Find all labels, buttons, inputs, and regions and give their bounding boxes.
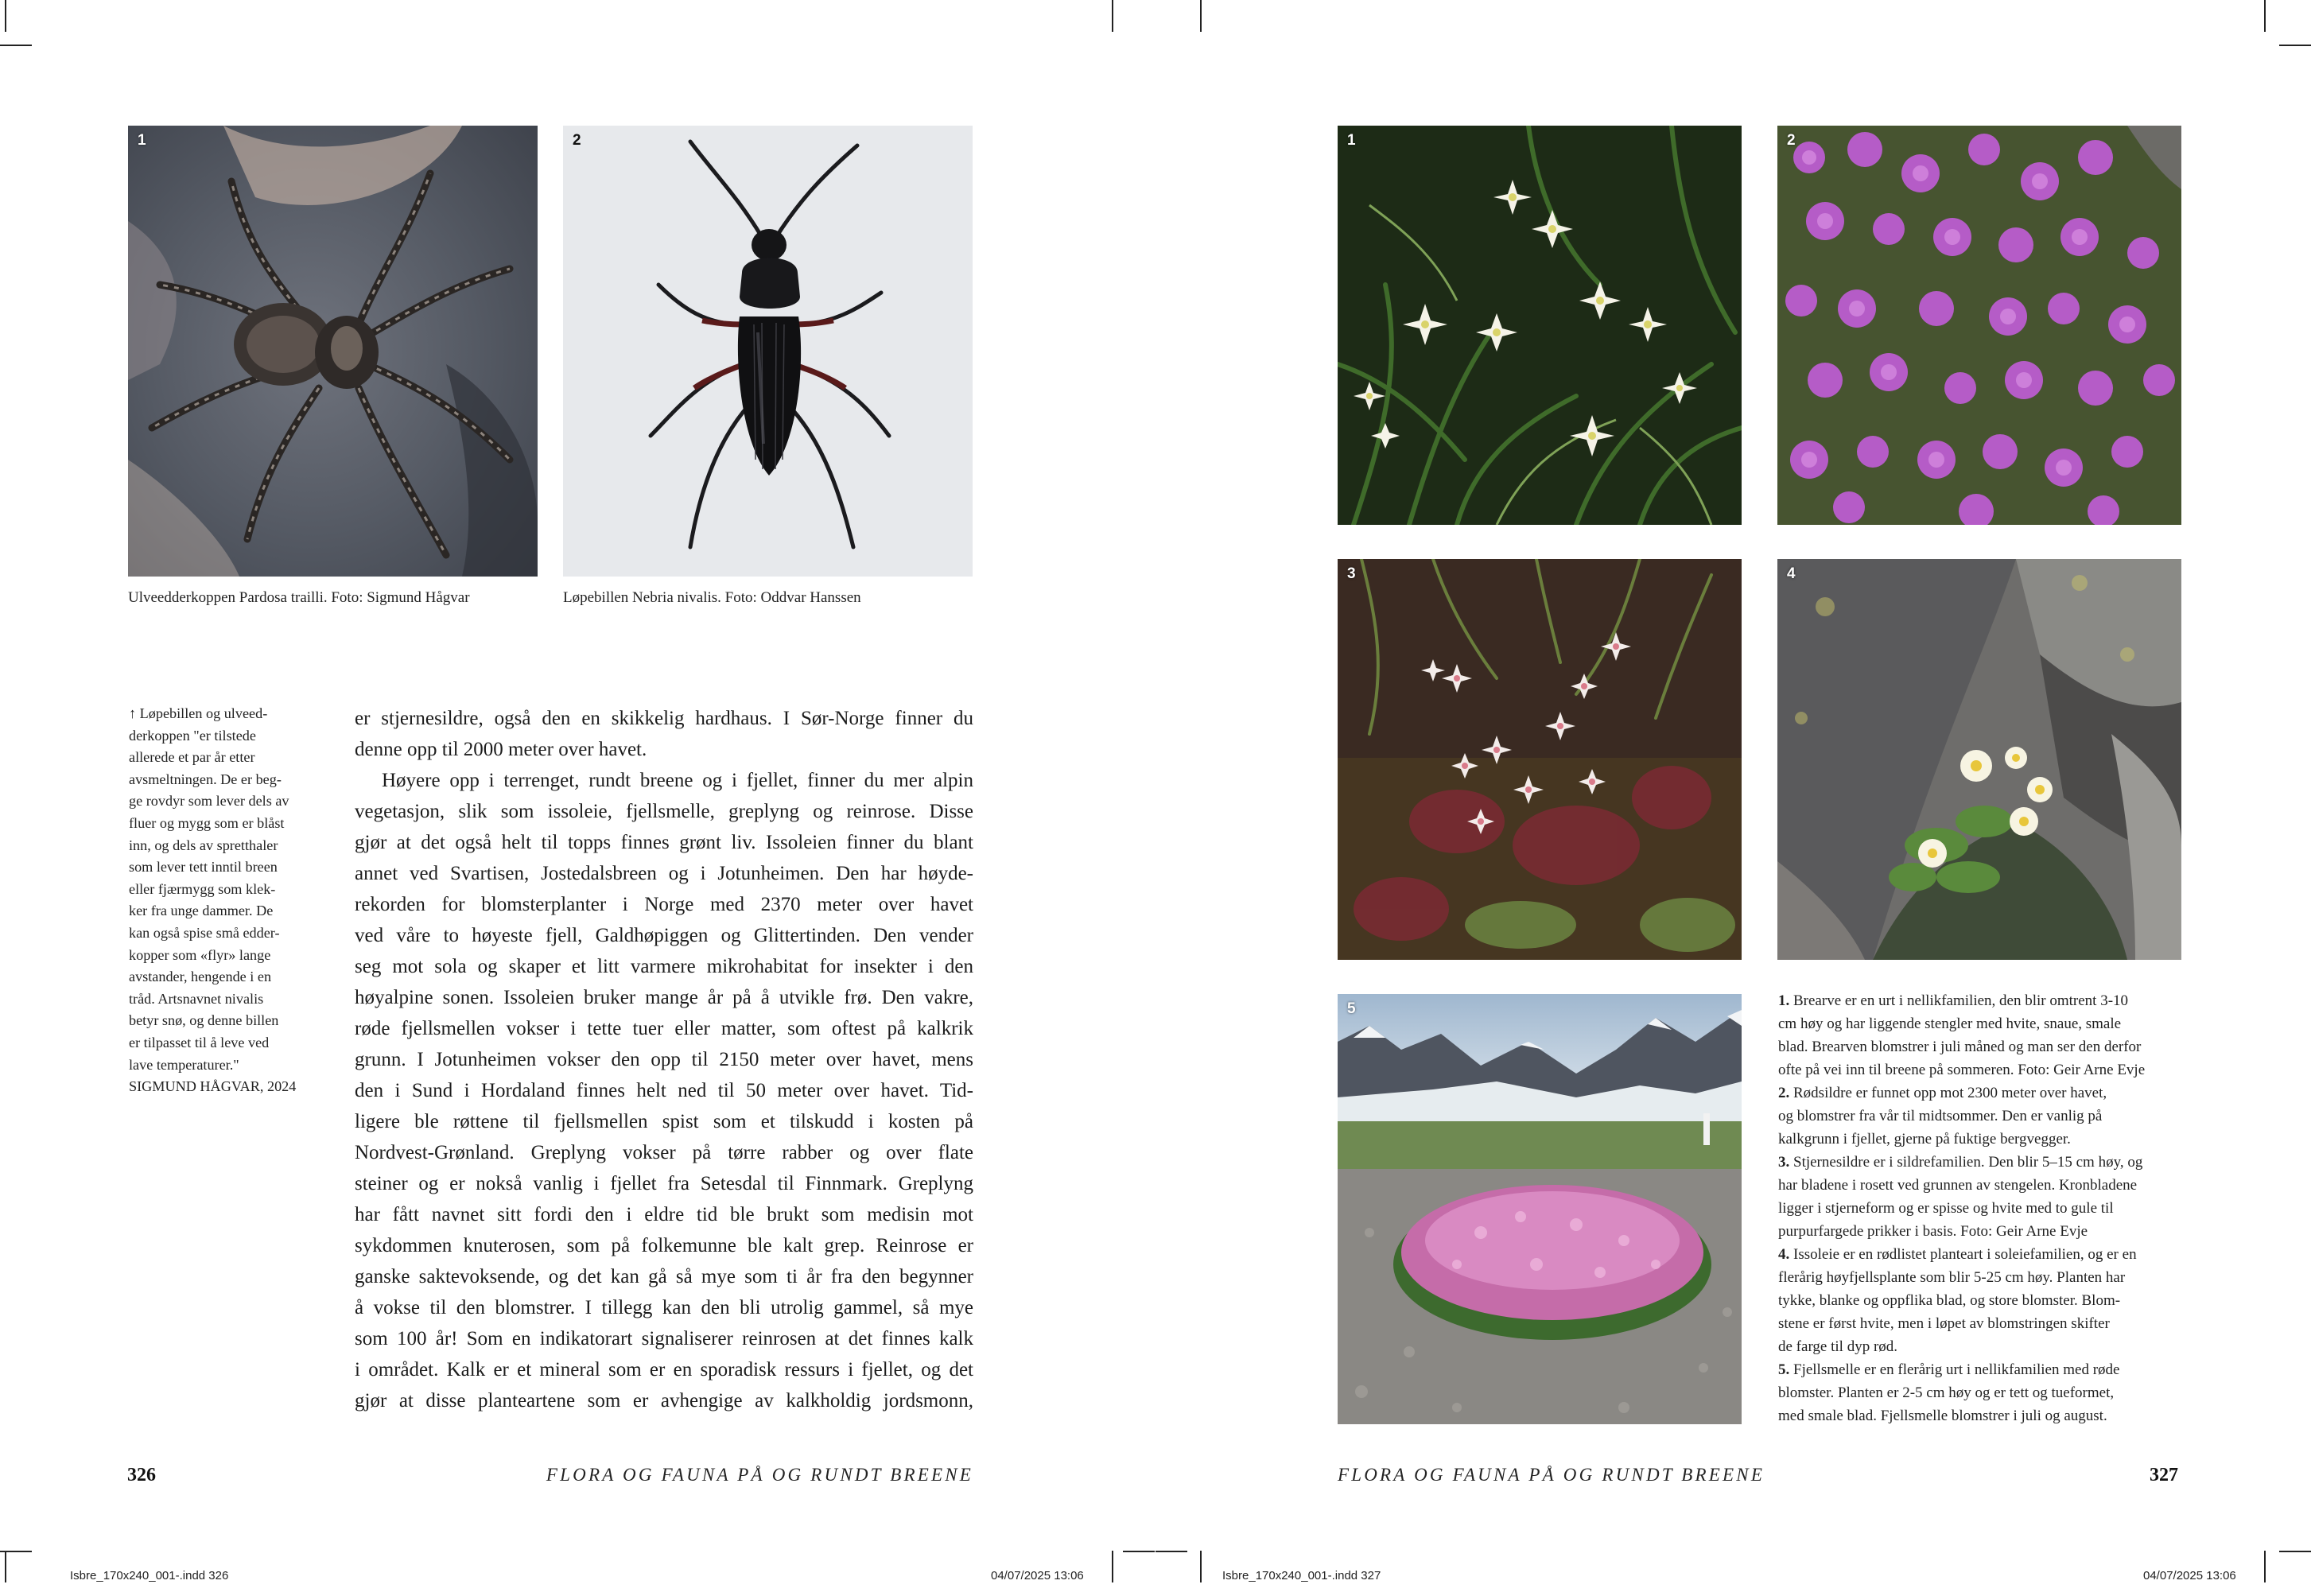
photo-number: 3: [1347, 565, 1356, 582]
body-line: ved våre to høyeste fjell, Galdhøpiggen og Glittertinden. Den vender: [355, 925, 973, 946]
photo-caption: Ulveedderkoppen Pardosa trailli. Foto: Sigmund Hågvar: [128, 589, 470, 606]
crop-mark: [0, 1551, 32, 1552]
crop-mark: [2264, 0, 2266, 32]
crop-mark: [1123, 1551, 1155, 1552]
body-line: i området. Kalk er et mineral som er en sporadisk ressurs i fjellet, og det: [355, 1359, 973, 1380]
crop-mark: [5, 0, 6, 32]
glacier-buttercup-photo: [1777, 559, 2181, 960]
photo-caption: Løpebillen Nebria nivalis. Foto: Oddvar Hanssen: [563, 589, 861, 606]
body-line: steiner og er nokså vanlig i fjellet fra Setesdal til Finnmark. Greplyng: [355, 1173, 973, 1194]
body-line: som 100 år! Som en indikatorart signaliserer reinrosen at det finnes kalk: [355, 1328, 973, 1349]
crop-mark: [2264, 1551, 2266, 1582]
photo-number: 1: [1347, 132, 1356, 149]
crop-mark: [0, 45, 32, 46]
photo-captions: 1. Brearve er en urt i nellikfamilien, den blir omtrent 3-10 cm høy og har liggende stengler med hvite, snaue, smale blad. Brearven blomstrer i juli måned og man ser den derfor ofte på vei inn til breene på sommeren. Foto: Geir Arne Evje 2. Rødsildre er funnet opp mot 2300 meter over havet, og blomstrer fra vår til midtsommer. Den er vanlig på kalkgrunn i fjellet, gjerne på fuktige bergvegger. 3. Stjernesildre er i sildrefamilien. Den blir 5–15 cm høy, og har bladene i rosett ved grunnen av stengelen. Kronbladene ligger i stjerneform og er spisse og hvite med to gule til purpurfargede prikker i basis. Foto: Geir Arne Evje 4. Issoleie er en rødlistet planteart i soleiefamilien, og er en flerårig høyfjellsplante som blir 5-25 cm høy. Planten har tykke, blanke og oppflika blad, og store blomster. Blom- stene er først hvite, men i løpet av blomstringen skifter de farge til dyp rød. 5. Fjellsmelle er en flerårig urt i nellikfamilien med røde blomster. Planten er 2-5 cm høy og er tett og tueformet, med smale blad. Fjellsmelle blomstrer i juli og august.: [1778, 992, 2146, 1424]
crop-mark: [2279, 45, 2311, 46]
purple-saxifrage-photo: [1777, 126, 2181, 525]
body-line: ligere ble røttene til fjellsmellen spist som et tilskudd i kosten på: [355, 1111, 973, 1132]
ground-beetle-photo: [563, 126, 973, 577]
body-text: [355, 703, 973, 1416]
slug-file: Isbre_170x240_001-.indd 326: [70, 1569, 229, 1582]
crop-mark: [5, 1551, 6, 1582]
photo-number: 2: [1787, 132, 1796, 149]
white-flowers-photo: [1338, 126, 1742, 525]
crop-mark: [1156, 1551, 1187, 1552]
photo-number: 4: [1787, 565, 1796, 582]
running-head: FLORA OG FAUNA PÅ OG RUNDT BREENE: [1338, 1465, 1765, 1485]
slug-file: Isbre_170x240_001-.indd 327: [1222, 1569, 1381, 1582]
body-line: den i Sund i Hordaland finnes helt ned til 50 meter over havet. Tid-: [355, 1080, 973, 1101]
body-line: høyalpine sonen. Issoleien bruker mange år på å utvikle frø. Den vakre,: [355, 987, 973, 1008]
body-line: grunn. I Jotunheimen vokser den opp til 2150 meter over havet, mens: [355, 1049, 973, 1070]
slug-date: 04/07/2025 13:06: [991, 1569, 1084, 1582]
star-saxifrage-photo: [1338, 559, 1742, 960]
crop-mark: [1200, 1551, 1202, 1582]
photo-number: 2: [573, 132, 581, 149]
body-line: å vokse til den blomstrer. I tillegg kan den bli utrolig gammel, så mye: [355, 1297, 973, 1318]
body-line: gjør at disse planteartene som er avhengige av kalkholdig jordsmonn,: [355, 1390, 973, 1412]
photo-number: 1: [138, 132, 146, 149]
crop-mark: [1112, 0, 1113, 32]
side-note: ↑ Løpebillen og ulveed- derkoppen "er tilstede allerede et par år etter avsmeltningen. De er beg- ge rovdyr som lever dels av fluer og mygg som er blåst inn, og dels av spretthaler som lever tett inntil breen eller fjærmygg som klek- ker fra unge dammer. De kan også spise små edder- kopper som «flyr» lange avstander, hengende i en tråd. Artsnavnet nivalis betyr snø, og denne billen er tilpasset til å leve ved lave temperaturer." SIGMUND HÅGVAR, 2024: [129, 705, 297, 1095]
body-line: ganske saktevoksende, og det kan gå så mye som ti år fra den begynner: [355, 1266, 973, 1287]
body-line: har fått navnet sitt fordi den i eldre tid ble brukt som medisin mot: [355, 1204, 973, 1225]
crop-mark: [2279, 1551, 2311, 1552]
body-line: Høyere opp i terrenget, rundt breene og i fjellet, finner du mer alpin: [382, 770, 973, 791]
page-number: 327: [2150, 1465, 2178, 1485]
slug-date: 04/07/2025 13:06: [2143, 1569, 2236, 1582]
right-page: [1156, 0, 2311, 1596]
body-line: Nordvest-Grønland. Greplyng vokser på tørre rabber og over flate: [355, 1142, 973, 1163]
body-line: vegetasjon, slik som issoleie, fjellsmelle, greplyng og reinrose. Disse: [355, 801, 973, 822]
body-line: denne opp til 2000 meter over havet.: [355, 739, 647, 760]
page-number: 326: [127, 1465, 156, 1485]
body-line: annet ved Svartisen, Jostedalsbreen og i Jotunheimen. Den har høyde-: [355, 863, 973, 884]
body-line: gjør at det også helt til topps finnes grønt liv. Issoleien finner du blant: [355, 832, 973, 853]
body-line: sykdommen knuterosen, som på folkemunne ble kalt grep. Reinrose er: [355, 1235, 973, 1256]
body-line: er stjernesildre, også den en skikkelig hardhaus. I Sør-Norge finner du: [355, 708, 973, 729]
crop-mark: [1112, 1551, 1113, 1582]
body-line: røde fjellsmellen vokser i tette tuer eller matter, som oftest på kalkrik: [355, 1018, 973, 1039]
crop-mark: [1200, 0, 1202, 32]
body-line: rekorden for blomsterplanter i Norge med 2370 meter over havet: [355, 894, 973, 915]
photo-number: 5: [1347, 1000, 1356, 1017]
running-head: FLORA OG FAUNA PÅ OG RUNDT BREENE: [546, 1465, 973, 1485]
moss-campion-photo: [1338, 994, 1742, 1424]
body-line: seg mot sola og skaper et litt varmere mikrohabitat for insekter i den: [355, 956, 973, 977]
wolf-spider-photo: [128, 126, 538, 577]
